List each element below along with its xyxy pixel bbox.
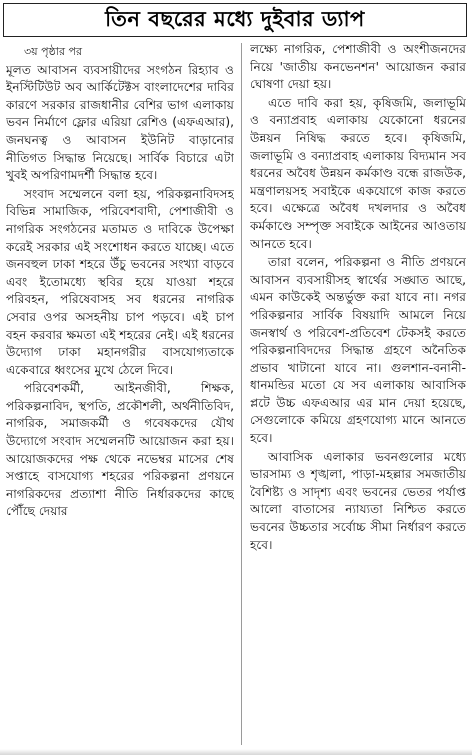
headline-box	[3, 3, 467, 37]
left-paragraph-2: সংবাদ সম্মেলনে বলা হয়, পরিকল্পনাবিদসহ বিভিন্ন সামাজিক, পরিবেশবাদী, পেশাজীবী ও নাগরিক সংগঠনের মতামত ও দাবিকে উপেক্ষা করেই সরকার এই সংশোধন করতে যাচ্ছে। এতে জনবহুল ঢাকা শহরে উঁচু ভবনের সংখ্যা বাড়বে এবং ইতোমধ্যে স্থবির হয়ে যাওয়া শহরে পরিবহন, পরিষেবাসহ সব ধরনের নাগরিক সেবার ওপর অসহনীয় চাপ পড়বে। এই চাপ বহন করবার ক্ষমতা এই শহরের নেই। এই ধরনের উদ্যোগ ঢাকা মহানগরীর বাসযোগ্যতাকে একেবারে ধ্বংসের মুখে ঠেলে দিবে।	[6, 186, 234, 377]
page-continuation-ref: ৩য় পৃষ্ঠার পর	[24, 45, 83, 58]
right-paragraph-1: লক্ষ্যে নাগরিক, পেশাজীবী ও অংশীজনদের নিয়ে 'জাতীয় কনভেনশন' আয়োজন করার ঘোষণা দেয়া হয়।	[250, 42, 466, 92]
next-article-edge	[0, 749, 472, 755]
left-column	[6, 41, 234, 749]
column-divider	[241, 43, 242, 745]
left-paragraph-1: মূলত আবাসন ব্যবসায়ীদের সংগঠন রিহ্যাব ও ইনস্টিটিউট অব আর্কিটেক্টস বাংলাদেশের দাবির কারণে সরকার রাজধানীর বেশির ভাগ এলাকায় ভবন নির্মাণে ফ্লোর এরিয়া রেশিও (এফএআর), জনঘনত্ব ও আবাসন ইউনিট বাড়ানোর নীতিগত সিদ্ধান্ত নিয়েছে। সার্বিক বিচারে এটা খুবই অপরিণামদর্শী সিদ্ধান্ত হবে।	[6, 62, 234, 183]
right-column	[250, 41, 466, 749]
right-paragraph-2: এতে দাবি করা হয়, কৃষিজমি, জলাভূমি ও বন্যাপ্রবাহ এলাকায় যেকোনো ধরনের উন্নয়ন নিষিদ্ধ করতে হবে। কৃষিজমি, জলাভূমি ও বন্যাপ্রবাহ এলাকায় বিদ্যমান সব ধরনের অবৈধ উন্নয়ন কর্মকাণ্ড বন্ধে রাজউক, মন্ত্রণালয়সহ সবাইকে একযোগে কাজ করতে হবে। এক্ষেত্রে অবৈধ দখলদার ও অবৈধ কর্মকাণ্ডে সম্পৃক্ত সবাইকে আইনের আওতায় আনতে হবে।	[250, 95, 466, 251]
headline: তিন বছরের মধ্যে দুইবার ড্যাপ	[105, 6, 365, 31]
right-paragraph-3: তারা বলেন, পরিকল্পনা ও নীতি প্রণয়নে আবাসন ব্যবসায়ীসহ স্বার্থের সঙ্ঘাত আছে, এমন কাউকেই অন্তর্ভুক্ত করা যাবে না। নগর পরিকল্পনার সার্বিক বিষয়াদি আমলে নিয়ে জনস্বার্থ ও পরিবেশ-প্রতিবেশ টেকসই করতে পরিকল্পনাবিদদের সিদ্ধান্ত গ্রহণে অনৈতিক প্রভাব খাটানো যাবে না। গুলশান-বনানী-ধানমন্ডির মতো যে সব এলাকায় আবাসিক প্লটে উচ্চ এফএআর এর মান দেয়া হয়েছে, সেগুলোকে কমিয়ে গ্রহণযোগ্য মানে আনতে হবে।	[250, 255, 466, 446]
left-paragraph-3: পরিবেশকর্মী, আইনজীবী, শিক্ষক, পরিকল্পনাবিদ, স্থপতি, প্রকৌশলী, অর্থনীতিবিদ, নাগরিক, সমাজকর্মী ও গবেষকদের যৌথ উদ্যোগে সংবাদ সম্মেলনটি আয়োজন করা হয়। আয়োজকদের পক্ষ থেকে নভেম্বর মাসের শেষ সপ্তাহে বাসযোগ্য শহরের পরিকল্পনা প্রণয়নে নাগরিকদের প্রত্যাশা নীতি নির্ধারকদের কাছে পৌঁছে দেয়ার	[6, 381, 234, 519]
right-paragraph-4: আবাসিক এলাকার ভবনগুলোর মধ্যে ভারসাম্য ও শৃঙ্খলা, পাড়া-মহল্লার সমজাতীয় বৈশিষ্ট্য ও সাদৃশ্য এবং ভবনের ভেতর পর্যাপ্ত আলো বাতাসের ন্যায্যতা নিশ্চিত করতে ভবনের উচ্চতার সর্বোচ্চ সীমা নির্ধারণ করতে হবে।	[250, 449, 466, 552]
